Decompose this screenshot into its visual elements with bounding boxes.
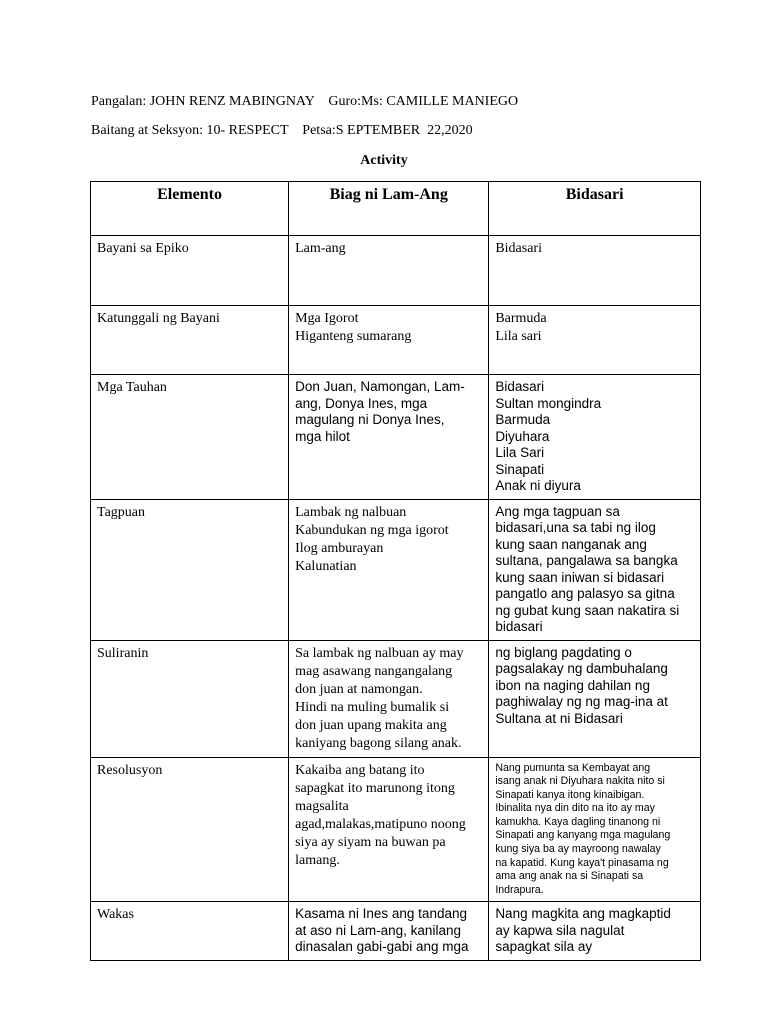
lam-ang-cell [289, 902, 489, 961]
cell-line: Bidasari [495, 379, 545, 394]
bidasari-cell [489, 236, 701, 306]
cell-line: ama ang anak na si Sinapati sa [495, 870, 644, 883]
cell-line: Ang mga tagpuan sa [495, 503, 620, 519]
activity-title: Activity [360, 153, 408, 168]
cell-line: Barmuda [495, 412, 551, 427]
element-cell: Tagpuan [91, 499, 289, 640]
cell-line: at aso ni Lam-ang, kanilang [295, 922, 461, 938]
grade-section-date-line: Baitang at Seksyon: 10- RESPECT Petsa:S EPTEMBER 22,2020 [91, 123, 473, 138]
table-row [91, 499, 701, 640]
name-teacher-line: Pangalan: JOHN RENZ MABINGNAY Guro:Ms: CAMILLE MANIEGO [91, 94, 519, 109]
element-cell: Resolusyon [91, 757, 289, 902]
cell-line: Kakaiba ang batang ito [295, 762, 425, 778]
cell-line: Bidasari [495, 241, 542, 256]
cell-line: pangatlo ang palasyo sa gitna [495, 586, 675, 601]
cell-line: Kalunatian [295, 558, 357, 574]
cell-line: kaniyang bagong silang anak. [295, 735, 462, 751]
element-cell: Wakas [91, 902, 289, 961]
cell-line: Diyuhara [495, 428, 550, 444]
lam-ang-cell [289, 375, 489, 500]
cell-line: magsalita [295, 798, 349, 814]
cell-line: kamukha. Kaya dagling tinanong ni [495, 815, 661, 828]
cell-line: Lam-ang [295, 241, 346, 256]
cell-line: siya ay siyam na buwan pa [295, 834, 446, 850]
cell-line: lamang. [295, 852, 340, 868]
header-bidasari: Bidasari [489, 182, 701, 236]
cell-line: Sinapati kanya itong kinaibigan. [495, 788, 645, 801]
cell-line: Don Juan, Namongan, Lam- [295, 379, 465, 394]
table-row [91, 902, 701, 961]
cell-line: ng biglang pagdating o [495, 644, 632, 660]
cell-line: sapagkat sila ay [495, 939, 593, 955]
cell-line: agad,malakas,matipuno noong [295, 816, 466, 832]
cell-line: sapagkat ito marunong itong [295, 780, 455, 796]
cell-line: pagsalakay ng dambuhalang [495, 661, 668, 676]
bidasari-cell [489, 757, 701, 902]
element-cell: Katunggali ng Bayani [91, 306, 289, 375]
bidasari-cell [489, 640, 701, 757]
cell-line: Kasama ni Ines ang tandang [295, 906, 467, 922]
lam-ang-cell [289, 236, 489, 306]
lam-ang-cell [289, 499, 489, 640]
cell-line: mag asawang nangangalang [295, 663, 453, 679]
cell-line: Sinapati [495, 461, 545, 477]
cell-line: Higanteng sumarang [295, 329, 412, 344]
cell-line: mga hilot [295, 428, 350, 444]
cell-line: Sinapati ang kanyang mga magulang [495, 829, 671, 842]
cell-line: Barmuda [495, 311, 547, 326]
cell-line: Ilog amburayan [295, 540, 384, 556]
cell-line: Sultan mongindra [495, 395, 602, 411]
cell-line: bidasari [495, 619, 543, 634]
cell-line: Lila sari [495, 329, 542, 344]
cell-line: Kabundukan ng mga igorot [295, 522, 449, 538]
table-row [91, 640, 701, 757]
cell-line: ng gubat kung saan nakatira si [495, 602, 680, 618]
cell-line: Lambak ng nalbuan [295, 504, 407, 520]
bidasari-cell [489, 902, 701, 961]
cell-line: Sultana at ni Bidasari [495, 710, 623, 726]
cell-line: Nang magkita ang magkaptid [495, 906, 671, 922]
table-row [91, 757, 701, 902]
cell-line: sultana, pangalawa sa bangka [495, 553, 678, 568]
cell-line: paghiwalay ng ng mag-ina at [495, 694, 668, 709]
cell-line: Nang pumunta sa Kembayat ang [495, 761, 651, 774]
element-cell: Bayani sa Epiko [91, 236, 289, 306]
cell-line: isang anak ni Diyuhara nakita nito si [495, 775, 665, 788]
cell-line: kung saan iniwan si bidasari [495, 569, 665, 585]
comparison-table [90, 181, 701, 961]
cell-line: magulang ni Donya Ines, [295, 412, 445, 427]
table-row [91, 306, 701, 375]
element-cell: Suliranin [91, 640, 289, 757]
cell-line: Mga Igorot [295, 311, 359, 326]
cell-line: ay kapwa sila nagulat [495, 922, 625, 938]
cell-line: kung saan nanganak ang [495, 536, 647, 552]
element-cell: Mga Tauhan [91, 375, 289, 500]
cell-line: don juan upang makita ang [295, 717, 447, 733]
table-row [91, 375, 701, 500]
cell-line: Lila Sari [495, 445, 545, 460]
bidasari-cell [489, 375, 701, 500]
cell-line: bidasari,una sa tabi ng ilog [495, 520, 656, 535]
cell-line: dinasalan gabi-gabi ang mga [295, 939, 469, 955]
lam-ang-cell [289, 306, 489, 375]
cell-line: ibon na naging dahilan ng [495, 677, 650, 693]
lam-ang-cell [289, 757, 489, 902]
table-row [91, 236, 701, 306]
bidasari-cell [489, 306, 701, 375]
table-header-row [91, 182, 701, 236]
cell-line: Indrapura. [495, 883, 544, 896]
cell-line: na kapatid. Kung kaya't pinasama ng [495, 856, 669, 869]
cell-line: Anak ni diyura [495, 478, 581, 493]
header-biag-ni-lam-ang: Biag ni Lam-Ang [289, 182, 489, 236]
lam-ang-cell [289, 640, 489, 757]
bidasari-cell [489, 499, 701, 640]
cell-line: Ibinalita nya din dito na ito ay may [495, 802, 655, 815]
cell-line: don juan at namongan. [295, 681, 423, 697]
cell-line: Sa lambak ng nalbuan ay may [295, 645, 464, 661]
cell-line: kung siya ba ay mayroong nawalay [495, 843, 661, 856]
header-elemento: Elemento [91, 182, 289, 236]
cell-line: ang, Donya Ines, mga [295, 395, 428, 411]
cell-line: Hindi na muling bumalik si [295, 699, 450, 715]
